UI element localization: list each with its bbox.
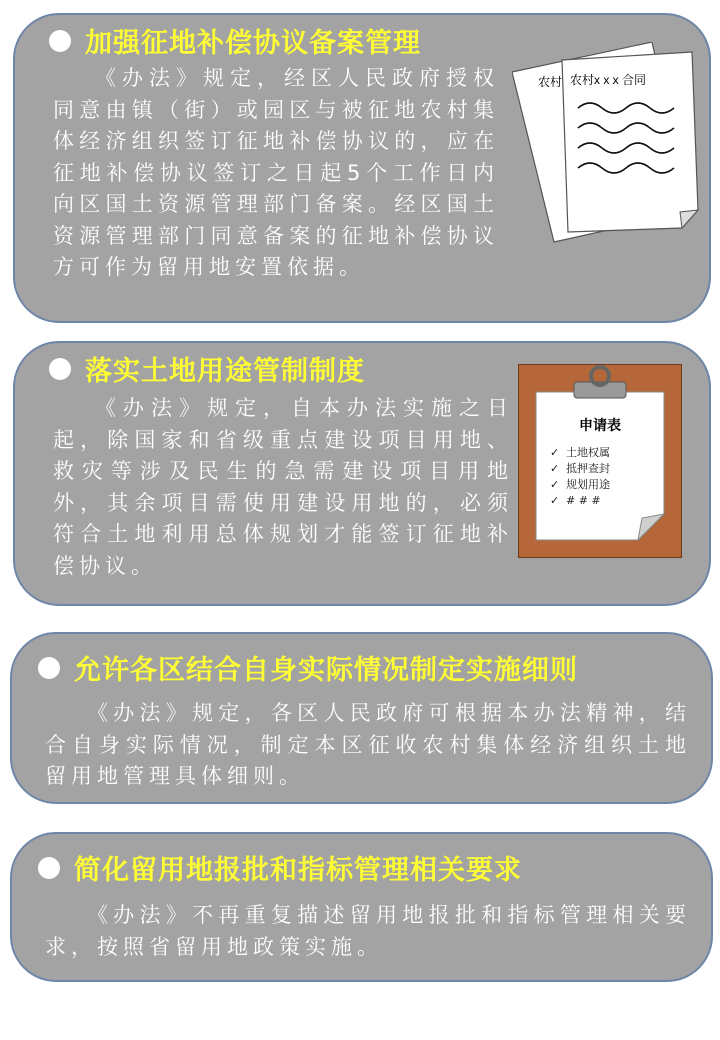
clipboard-heading: 申请表 <box>579 418 621 434</box>
bullet-icon <box>38 657 60 679</box>
section-title-4 <box>38 848 522 887</box>
contract-icon <box>512 42 702 252</box>
checkmark-icon: ✓ <box>550 478 560 491</box>
section-title-text: 允许各区结合自身实际情况制定实施细则 <box>74 655 578 686</box>
section-title-1 <box>49 21 421 60</box>
contract-front-label: 农村x x x 合同 <box>570 73 647 87</box>
checkmark-icon: ✓ <box>550 462 560 475</box>
section-title-3 <box>38 648 578 687</box>
checkmark-icon: ✓ <box>550 494 560 507</box>
section-title-text: 落实土地用途管制制度 <box>85 356 365 387</box>
bullet-icon <box>38 857 60 879</box>
section-title-text: 加强征地补偿协议备案管理 <box>85 28 421 59</box>
clipboard-icon <box>518 364 682 558</box>
bullet-icon <box>49 358 71 380</box>
contract-back-label: 农村 <box>538 75 563 89</box>
checkmark-icon: ✓ <box>550 446 560 459</box>
section-body-3: 《办法》规定，各区人民政府可根据本办法精神，结合自身实际情况，制定本区征收农村集体经济组织土地留用地管理具体细则。 <box>45 701 691 788</box>
section-card-4 <box>10 832 713 982</box>
clipboard-item: 规划用途 <box>566 478 610 491</box>
section-title-2 <box>49 349 365 388</box>
section-body-1: 《办法》规定，经区人民政府授权同意由镇（街）或园区与被征地农村集体经济组织签订征地补偿协议的，应在征地补偿协议签订之日起5个工作日内向区国土资源管理部门备案。经区国土资源管理部门同意备案的征地补偿协议方可作为留用地安置依据。 <box>53 66 499 279</box>
contract-front-page <box>562 52 698 232</box>
bullet-icon <box>49 30 71 52</box>
section-title-text: 简化留用地报批和指标管理相关要求 <box>74 855 522 886</box>
section-body-4: 《办法》不再重复描述留用地报批和指标管理相关要求，按照省留用地政策实施。 <box>45 903 691 959</box>
section-body-2: 《办法》规定，自本办法实施之日起，除国家和省级重点建设项目用地、救灾等涉及民生的急需建设项目用地外，其余项目需使用建设用地的，必须符合土地利用总体规划才能签订征地补偿协议。 <box>53 396 513 578</box>
clipboard-item: 抵押查封 <box>566 462 610 475</box>
clipboard-item: # # # <box>566 494 601 507</box>
clipboard-item: 土地权属 <box>566 446 610 459</box>
section-card-3 <box>10 632 713 804</box>
